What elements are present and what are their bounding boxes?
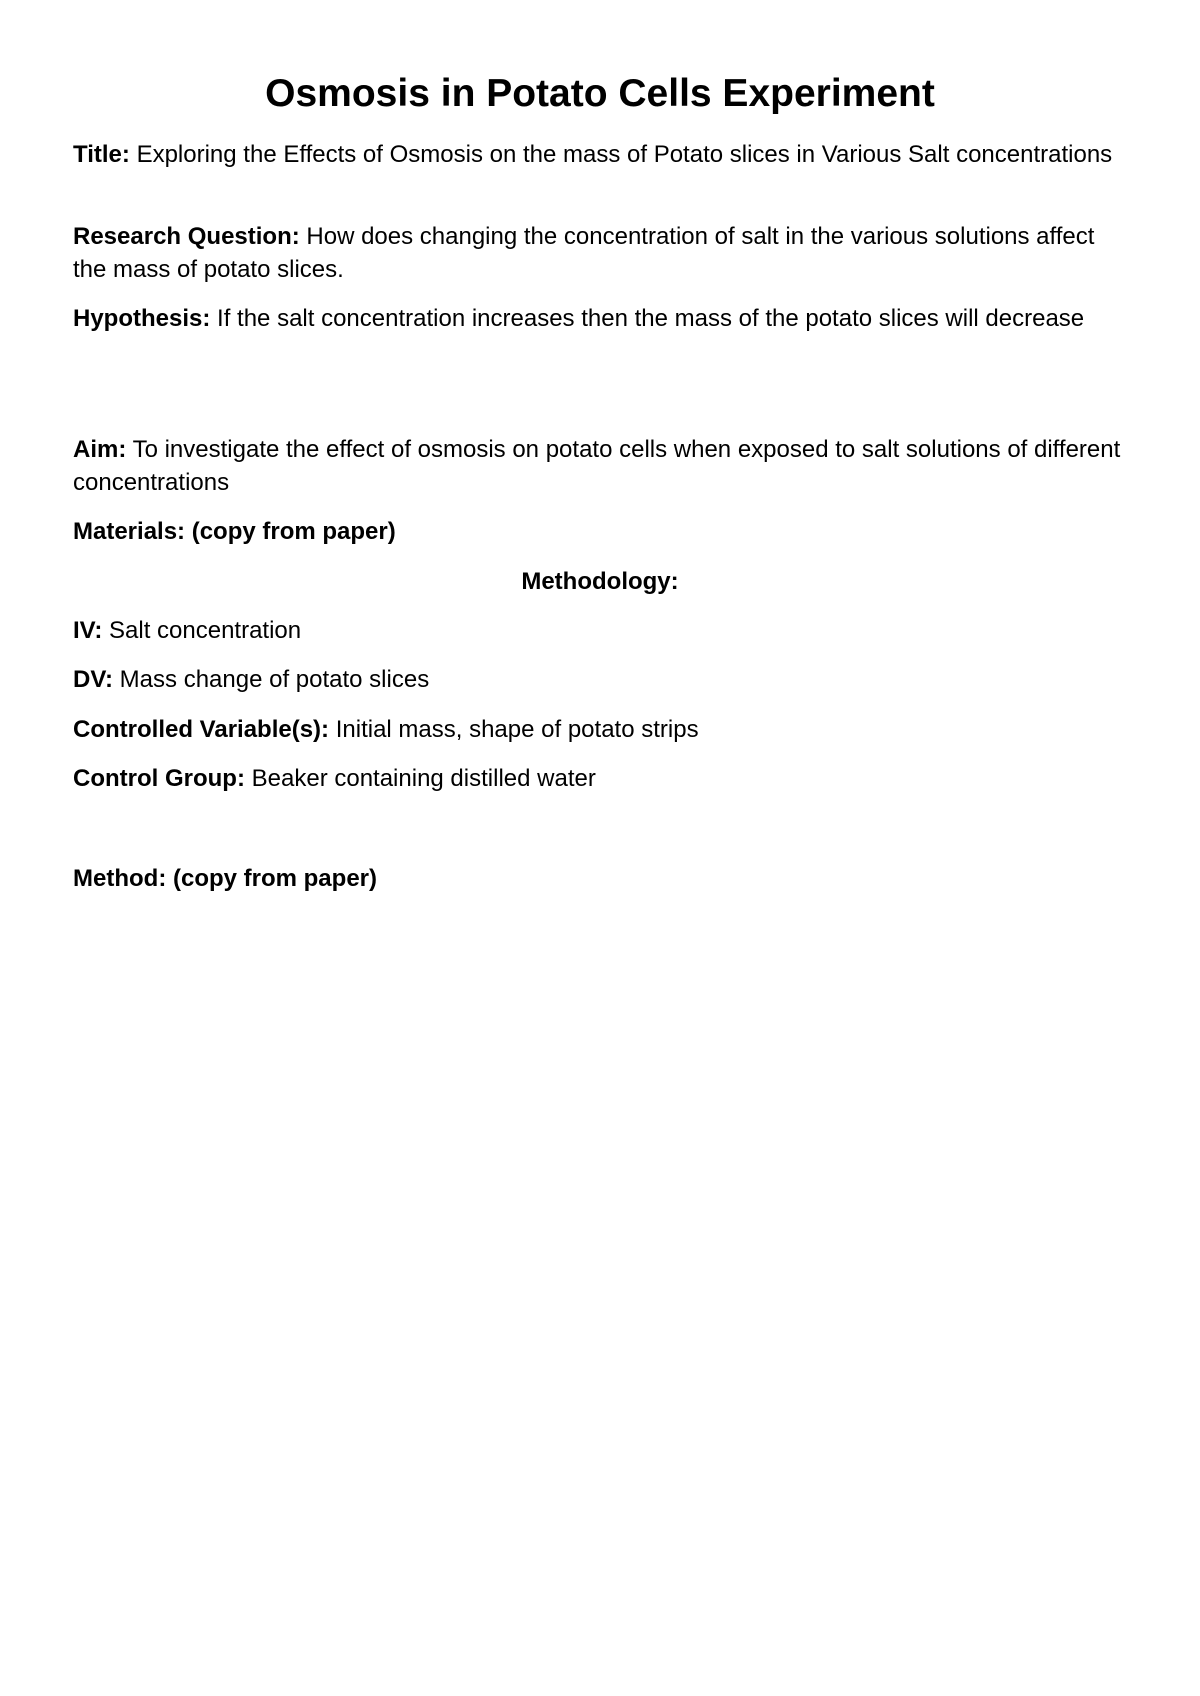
research-question-paragraph	[73, 220, 1133, 286]
dv-paragraph	[73, 663, 1133, 696]
method-label: Method: (copy from paper)	[73, 865, 377, 892]
dv-label: DV:	[73, 666, 114, 693]
aim-paragraph	[73, 433, 1133, 499]
control-group-paragraph	[73, 762, 1133, 795]
hypothesis-paragraph	[73, 302, 1133, 335]
aim-label: Aim:	[73, 436, 127, 463]
method-paragraph	[73, 862, 1133, 895]
materials-paragraph	[73, 515, 1133, 548]
title-text: Exploring the Effects of Osmosis on the mass of Potato slices in Various Salt concentrations	[129, 141, 1113, 168]
methodology-heading: Methodology:	[521, 568, 679, 595]
document-heading: Osmosis in Potato Cells Experiment	[265, 72, 935, 115]
iv-paragraph	[73, 614, 1133, 647]
controlled-variables-paragraph	[73, 713, 1133, 746]
title-paragraph	[73, 138, 1133, 171]
aim-text: To investigate the effect of osmosis on potato cells when exposed to salt solutions of different concentrations	[73, 436, 1121, 496]
control-group-label: Control Group:	[73, 765, 245, 792]
materials-label: Materials: (copy from paper)	[73, 518, 396, 545]
title-label: Title:	[73, 141, 130, 168]
hypothesis-text: If the salt concentration increases then the mass of the potato slices will decrease	[210, 305, 1085, 332]
controlled-variables-text: Initial mass, shape of potato strips	[329, 716, 699, 743]
research-question-label: Research Question:	[73, 223, 300, 250]
research-question-text: How does changing the concentration of salt in the various solutions affect the mass of potato slices.	[73, 223, 1095, 283]
controlled-variables-label: Controlled Variable(s):	[73, 716, 330, 743]
hypothesis-label: Hypothesis:	[73, 305, 211, 332]
dv-text: Mass change of potato slices	[113, 666, 430, 693]
control-group-text: Beaker containing distilled water	[244, 765, 596, 792]
iv-label: IV:	[73, 617, 103, 644]
iv-text: Salt concentration	[102, 617, 302, 644]
